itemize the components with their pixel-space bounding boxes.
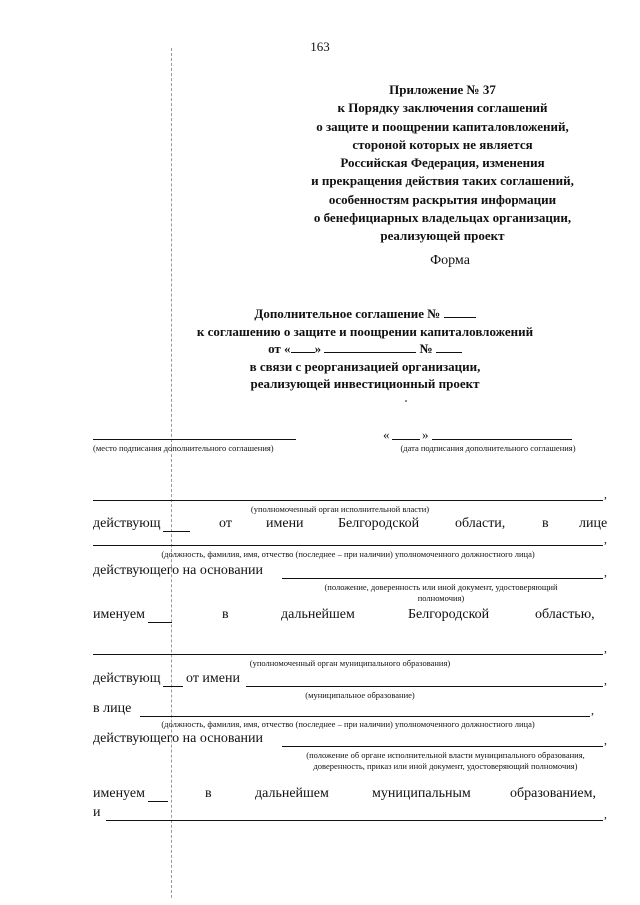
comma: , — [604, 487, 607, 501]
caption-mun-body: (уполномоченный орган муниципального образования) — [249, 658, 451, 668]
comma: , — [591, 703, 594, 717]
form-label: Форма — [430, 253, 470, 268]
row1-word: области, — [455, 516, 506, 531]
comma: , — [604, 532, 607, 546]
from-label: от « — [268, 341, 291, 356]
annex-line: реализующей проект — [380, 228, 505, 244]
row1-word: имени — [266, 516, 304, 531]
official-1-blank[interactable] — [93, 545, 603, 546]
row3-word: образованием, — [510, 786, 596, 801]
quote-close: » — [314, 341, 322, 356]
row3-word: муниципальным — [372, 786, 471, 801]
row1-word: действующ — [93, 516, 161, 531]
caption-official-2: (должность, фамилия, имя, отчество (последнее – при наличии) уполномоченного должностного лица) — [161, 719, 535, 729]
row2-word: областью, — [535, 607, 595, 622]
in-person-label: в лице — [93, 701, 132, 716]
title-line-1 — [130, 305, 600, 323]
annex-line: о защите и поощрении капиталовложений, — [316, 118, 569, 134]
row1-word: лице — [579, 516, 608, 531]
official-2-blank[interactable] — [140, 716, 590, 717]
ending-blank[interactable] — [148, 622, 172, 623]
number-sign: № — [419, 341, 433, 356]
agreement-number-blank[interactable] — [444, 316, 476, 318]
date-month-blank[interactable] — [432, 439, 572, 440]
title-text: Дополнительное соглашение № — [254, 306, 441, 321]
counterparty-blank[interactable] — [106, 820, 603, 821]
acting-basis-1-label: действующего на основании — [93, 563, 264, 578]
annex-line: о бенефициарных владельцах организации, — [313, 210, 572, 226]
acting-basis-2-label: действующего на основании — [93, 731, 264, 746]
caption-date: (дата подписания дополнительного соглашения) — [400, 443, 576, 453]
date-day-blank[interactable] — [392, 439, 420, 440]
caption-mun-entity: (муниципальное образование) — [305, 690, 415, 700]
page-number: 163 — [310, 39, 330, 54]
mun-body-blank[interactable] — [93, 654, 603, 655]
row2-word: именуем — [93, 607, 145, 622]
comma: , — [604, 807, 607, 821]
caption-place: (место подписания дополнительного соглашения) — [93, 443, 274, 453]
ending-blank[interactable] — [148, 801, 168, 802]
exec-body-blank[interactable] — [93, 500, 603, 501]
annex-header — [270, 81, 615, 246]
caption-basis-2: (положение об органе исполнительной власти муниципального образования, доверенность, приказ или иной документ, удостоверяющий полномочия) — [306, 750, 585, 771]
title-line-3 — [130, 340, 600, 358]
on-behalf-label: от имени — [186, 671, 240, 686]
month-year-blank[interactable] — [324, 351, 416, 353]
comma: , — [604, 733, 607, 747]
basis-2-blank[interactable] — [282, 746, 603, 747]
annex-line: стороной которых не является — [352, 136, 533, 152]
row2-word: дальнейшем — [281, 607, 355, 622]
annex-line: к Порядку заключения соглашений — [337, 100, 548, 116]
number-blank[interactable] — [436, 351, 462, 353]
row3-word: в — [205, 786, 212, 801]
caption-exec-body: (уполномоченный орган исполнительной власти) — [250, 504, 430, 514]
scan-speck — [405, 400, 407, 402]
document-title — [130, 305, 600, 393]
day-blank[interactable] — [291, 351, 315, 353]
row2-word: в — [222, 607, 229, 622]
caption-basis-1: (положение, доверенность или иной документ, удостоверяющий полномочия) — [324, 582, 558, 603]
caption-official-1: (должность, фамилия, имя, отчество (последнее – при наличии) уполномоченного должностного лица) — [161, 549, 535, 559]
row1-word: Белгородской — [338, 516, 420, 531]
comma: , — [604, 673, 607, 687]
date-quote-open: « — [383, 427, 390, 442]
annex-line: и прекращения действия таких соглашений, — [311, 173, 574, 189]
ending-blank[interactable] — [163, 686, 183, 687]
row1-word: в — [542, 516, 549, 531]
acting-mun-label: действующ — [93, 671, 161, 686]
and-label: и — [93, 805, 101, 820]
margin-fold-line — [171, 48, 172, 898]
row2-word: Белгородской — [408, 607, 490, 622]
row3-word: именуем — [93, 786, 145, 801]
ending-blank[interactable] — [163, 531, 190, 532]
row3-word: дальнейшем — [255, 786, 329, 801]
basis-1-blank[interactable] — [282, 578, 603, 579]
title-line-4: в связи с реорганизацией организации, — [249, 358, 481, 374]
comma: , — [604, 565, 607, 579]
annex-line: Российская Федерация, изменения — [340, 155, 545, 171]
date-quote-close: » — [422, 427, 429, 442]
annex-line: особенностям раскрытия информации — [328, 191, 557, 207]
comma: , — [604, 641, 607, 655]
row1-word: от — [219, 516, 232, 531]
annex-line: Приложение № 37 — [389, 82, 496, 97]
title-line-2: к соглашению о защите и поощрении капиталовложений — [196, 323, 534, 339]
title-line-5: реализующей инвестиционный проект — [250, 376, 480, 391]
place-blank[interactable] — [93, 439, 296, 440]
mun-entity-blank[interactable] — [246, 686, 603, 687]
